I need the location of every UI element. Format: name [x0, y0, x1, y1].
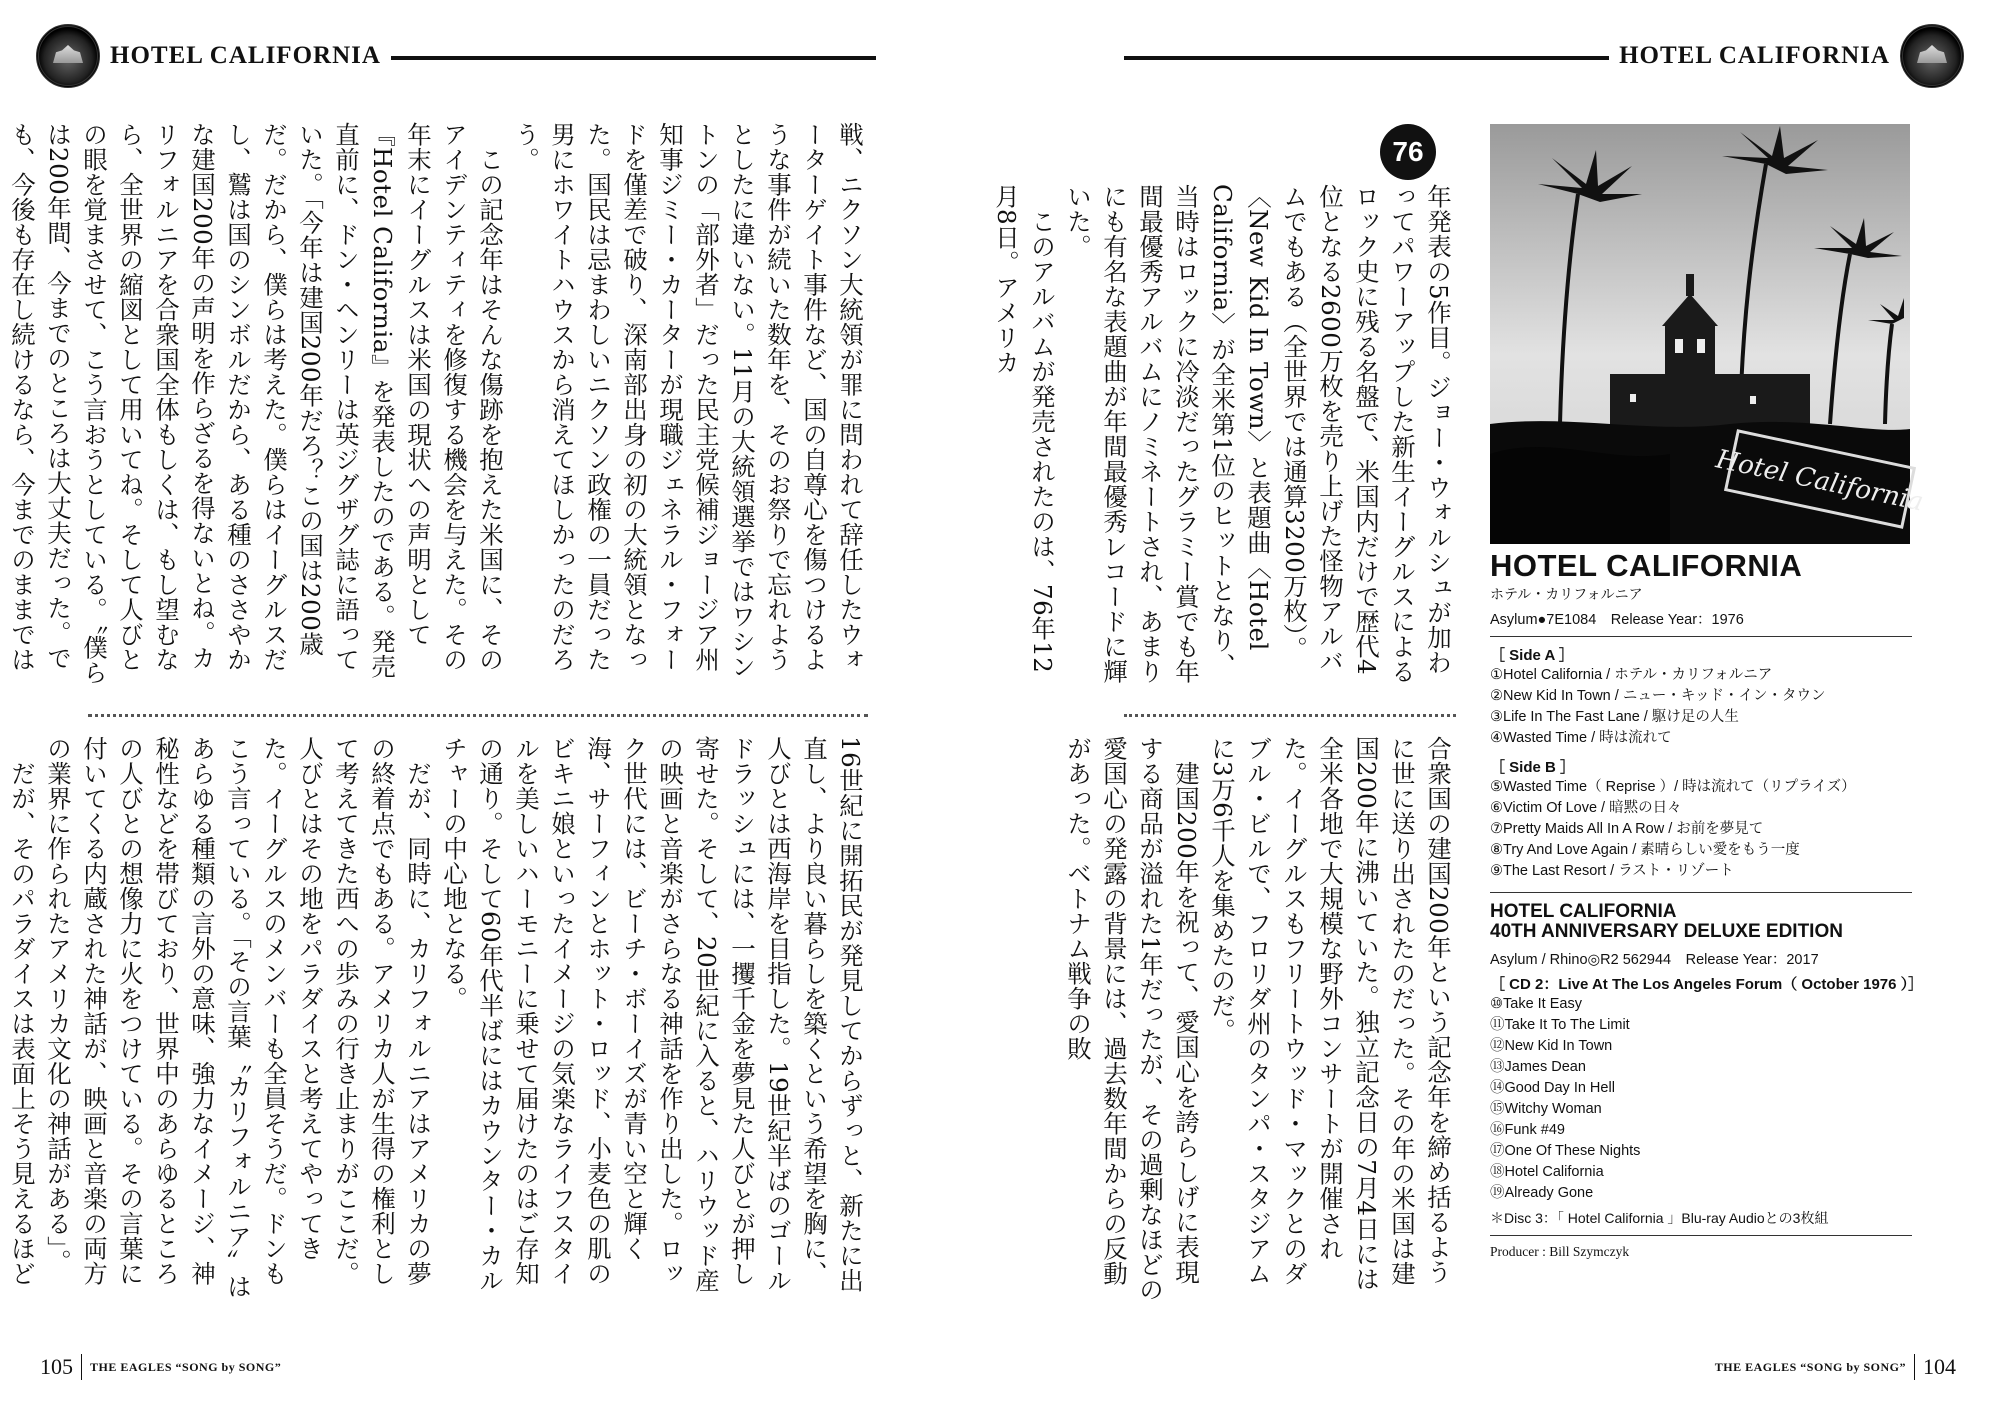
paragraph: この記念年はそんな傷跡を抱えた米国に、そのアイデンティティを修復する機会を与えた。その年末にイーグルスは米国の現状への声明として『Hotel California』を発表したのである。発売直前に、ドン・ヘンリーは英ジグザグ誌に語っていた。「今年は建国200年だろ？この国は200歳だ。だから、僕らは考えた。僕らはイーグルスだし、鷲は国のシンボルだから、ある種のささやかな建国200年の声明を作らざるを得ないとね。カリフォルニアを合衆国全体もしくは、もし望むなら、全世界の縮図として用いてね。そして人びとの眼を覚まさせて、こう言おうとしている。〝僕らは200年間、今までのところは大丈夫だった。でも、今後も存在し続けるなら、今までのままでは — [8, 122, 505, 685]
track-item: ⑦Pretty Maids All In A Row / お前を夢見て — [1490, 821, 1764, 837]
disc3-note: ＊Disc 3：「 Hotel California 」Blu-ray Audioとの3枚組 — [1490, 1210, 1829, 1226]
info-divider — [1490, 892, 1912, 893]
header-rule — [1124, 56, 1609, 60]
left-lower-text — [8, 736, 868, 1306]
left-footer — [40, 1353, 281, 1381]
right-lower-text — [1064, 736, 1456, 1306]
info-divider — [1490, 636, 1912, 637]
header-rule — [391, 56, 876, 60]
side-b-block — [1490, 756, 1856, 882]
paragraph: だが、同時に、カリフォルニアはアメリカの夢の終着点でもある。アメリカ人が生得の権利として考えてきた西への歩みの行き止まりがここだ。人びとはその地をパラダイスと考えてやってきた。イーグルスのメンバーも全員そうだ。ドンもこう言っている。「その言葉〝カリフォルニア〟はあらゆる種類の言外の意味、強力なイメージ、神秘性などを帯びており、世界中のあらゆるところの人びとの想像力に火をつけている。その言葉に付いてくる内蔵された神話が、映画と音楽の両方の業界に作られたアメリカ文化の神話がある」。 — [44, 736, 433, 1299]
page-number: 105 — [40, 1354, 73, 1379]
track-item: ②New Kid In Town / ニュー・キッド・イン・タウン — [1490, 688, 1826, 704]
right-footer — [1715, 1353, 1956, 1381]
info-divider — [1490, 1235, 1912, 1236]
side-b-tracklist — [1490, 777, 1856, 882]
side-a-tracklist — [1490, 665, 1826, 749]
side-a-block — [1490, 644, 1826, 749]
right-section-divider — [1124, 714, 1456, 717]
hotel-emblem-icon — [1900, 24, 1964, 88]
album-title: HOTEL CALIFORNIA — [1490, 548, 1803, 583]
track-item: ⑪Take It To The Limit — [1490, 1017, 1630, 1033]
paragraph: 年発表の5作目。ジョー・ウォルシュが加わってパワーアップした新生イーグルスによるロック史に残る名盤で、米国内だけで歴代4位となる2600万枚を売り上げた怪物アルバムでもある（全世界では通算3200万枚）。〈New Kid In Town〉と表題曲〈Hotel California〉が全米第1位のヒットとなり、当時はロックに冷淡だったグラミー賞でも年間最優秀アルバムにノミネートされ、あまりにも有名な表題曲が年間最優秀レコードに輝いた。 — [1064, 184, 1453, 684]
album-title-kana: ホテル・カリフォルニア — [1490, 586, 1643, 602]
paragraph: だが、そのパラダイスは表面上そう見えるほど — [8, 760, 37, 1286]
cd2-tracklist — [1490, 994, 1923, 1204]
right-header — [1124, 38, 1964, 74]
paragraph: 戦、ニクソン大統領が罪に問われて辞任したウォーターゲイト事件など、国の自尊心を傷つけるような事件が続いた数年を、そのお祭りで忘れようとしたに違いない。11月の大統領選挙ではワシントンの「部外者」だった民主党候補ジョージア州知事ジミー・カーターが現職ジェネラル・フォードを僅差で破り、深南部出身の初の大統領となった。国民は忌まわしいニクソン政権の一員だった男にホワイトハウスから消えてほしかったのだろう。 — [512, 122, 865, 680]
deluxe-edition-block — [1490, 902, 1923, 1228]
year-badge: 76 — [1380, 124, 1436, 180]
track-item: ⑬James Dean — [1490, 1059, 1586, 1075]
paragraph: 合衆国の建国200年という記念年を締め括るように世に送り出されたのだった。その年の米国は建国200年に沸いていた。独立記念日の7月4日には全米各地で大規模な野外コンサートが開催された。イーグルスもフリートウッド・マックとのダブル・ビルで、フロリダ州のタンパ・スタジアムに3万6千人を集めたのだ。 — [1208, 736, 1453, 1292]
side-b-label: ［ Side B ］ — [1490, 759, 1576, 776]
track-item: ⑥Victim Of Love / 暗黙の日々 — [1490, 800, 1682, 816]
track-item: ⑫New Kid In Town — [1490, 1038, 1613, 1054]
left-section-divider — [88, 714, 868, 717]
page-number: 104 — [1923, 1354, 1956, 1379]
track-item: ③Life In The Fast Lane / 駆け足の人生 — [1490, 709, 1739, 725]
track-item: ⑯Funk #49 — [1490, 1122, 1565, 1138]
track-item: ⑧Try And Love Again / 素晴らしい愛をもう一度 — [1490, 842, 1800, 858]
deluxe-title-line2: 40TH ANNIVERSARY DELUXE EDITION — [1490, 921, 1843, 942]
track-item: ⑰One Of These Nights — [1490, 1143, 1641, 1159]
header-title: HOTEL CALIFORNIA — [1619, 42, 1890, 69]
track-item: ⑩Take It Easy — [1490, 996, 1582, 1012]
deluxe-release-info: Asylum / Rhino◎R2 562944 Release Year：2017 — [1490, 952, 1819, 968]
header-title: HOTEL CALIFORNIA — [110, 42, 381, 69]
paragraph: このアルバムが発売されたのは、76年12月8日。アメリカ — [992, 184, 1057, 673]
track-item: ⑤Wasted Time（ Reprise ）/ 時は流れて（リプライズ） — [1490, 779, 1856, 795]
cover-script-text: Hotel California — [1713, 444, 1926, 518]
footer-separator — [1914, 1354, 1915, 1380]
side-a-label: ［ Side A ］ — [1490, 647, 1574, 664]
track-item: ⑭Good Day In Hell — [1490, 1080, 1615, 1096]
series-title: THE EAGLES “SONG by SONG” — [90, 1359, 282, 1374]
track-item: ⑨The Last Resort / ラスト・リゾート — [1490, 863, 1734, 879]
right-page — [992, 0, 2000, 1407]
track-item: ⑮Witchy Woman — [1490, 1101, 1602, 1117]
album-release-info: Asylum●7E1084 Release Year：1976 — [1490, 612, 1744, 628]
track-item: ⑱Hotel California — [1490, 1164, 1604, 1180]
paragraph: 建国200年を祝って、愛国心を誇らしげに表現する商品が溢れた1年だったが、その過剰なほどの愛国心の発露の背景には、過去数年間からの反動があった。ベトナム戦争の敗 — [1064, 736, 1201, 1303]
left-upper-text — [8, 122, 868, 692]
cd2-label: ［ CD 2：Live At The Los Angeles Forum（ October 1976 ）］ — [1490, 976, 1924, 993]
album-cover — [1490, 124, 1926, 544]
track-item: ⑲Already Gone — [1490, 1185, 1594, 1201]
deluxe-title-line1: HOTEL CALIFORNIA — [1490, 901, 1677, 922]
series-title: THE EAGLES “SONG by SONG” — [1714, 1359, 1906, 1374]
producer-credit: Producer : Bill Szymczyk — [1490, 1244, 1630, 1259]
track-item: ①Hotel California / ホテル・カリフォルニア — [1490, 667, 1773, 683]
hotel-emblem-icon — [36, 24, 100, 88]
track-item: ④Wasted Time / 時は流れて — [1490, 730, 1672, 746]
paragraph: 16世紀に開拓民が発見してからずっと、新たに出直し、より良い暮らしを築くという希望を胸に、人びとは西海岸を目指した。19世紀半ばのゴールドラッシュには、一攫千金を夢見た人びとが押し寄せた。そして、20世紀に入ると、ハリウッド産の映画と音楽がさらなる神話を作り出した。ロック世代には、ビーチ・ボーイズが青い空と輝く海、サーフィンとホット・ロッド、小麦色の肌のビキニ娘といったイメージの気楽なライフスタイルを美しいハーモニーに乗せて届けたのはご存知の通り。そして60年代半ばにはカウンター・カルチャーの中心地となる。 — [440, 736, 865, 1294]
left-header — [36, 38, 876, 74]
footer-separator — [81, 1354, 82, 1380]
album-cover-art — [1490, 124, 1926, 544]
right-upper-text — [992, 184, 1456, 692]
